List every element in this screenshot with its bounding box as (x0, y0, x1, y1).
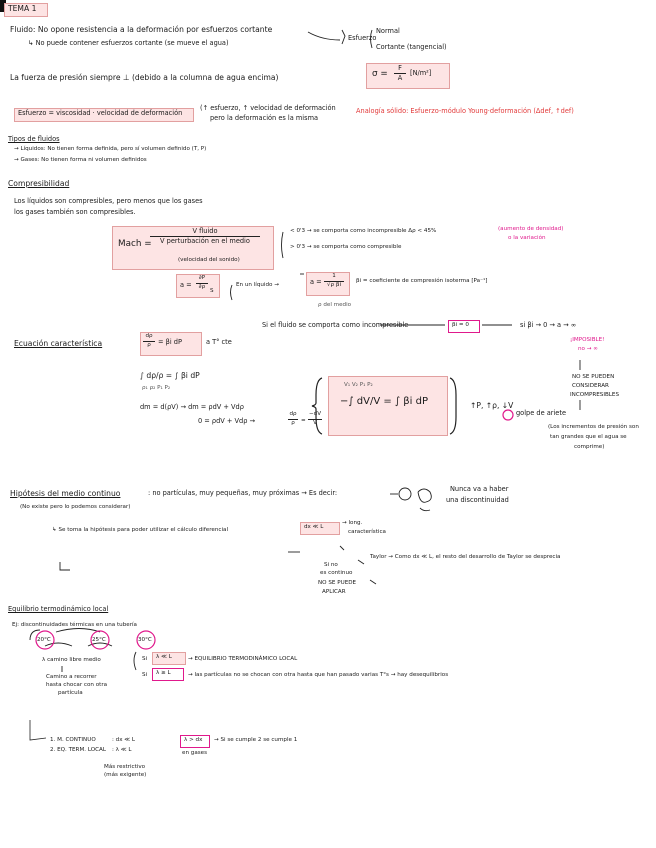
mach-label: Mach = (118, 239, 152, 249)
equilibrium-title: Equilibrio termodinámico local (8, 605, 109, 613)
water-hammer-note-3: comprime) (574, 444, 605, 450)
compress-line-1: Los líquidos son compresibles, pero menos que los gases (14, 197, 203, 205)
a-eq-1: a = (180, 281, 192, 289)
summary-continuum-value: : dx ≪ L (112, 737, 136, 743)
viscosity-note-b: pero la deformación es la misma (210, 114, 319, 122)
beta-zero-label: βi = 0 (452, 322, 469, 328)
taylor-note: Taylor → Como dx ≪ L, el resto del desarrollo de Taylor se desprecia (370, 554, 561, 560)
local-equilibrium-result: → EQUILIBRIO TERMODINÁMICO LOCAL (188, 656, 298, 662)
sigma-symbol: σ = (372, 69, 388, 79)
drho-num: dρ (145, 333, 153, 339)
equals-sign: = (301, 418, 306, 424)
fluid-sub-note: ↳ No puede contener esfuerzos cortante (se mueve el agua) (28, 39, 229, 47)
continuum-description: : no partículas, muy pequeñas, muy próximas → Es decir: (148, 489, 338, 497)
in-gases-note: en gases (182, 750, 208, 756)
minus-dv: −dV (308, 411, 322, 417)
volume-integral-limits: V₁ V₂ P₁ P₂ (344, 382, 373, 388)
drho-num-2: dρ (289, 411, 297, 417)
water-hammer-note-2: tan grandes que el agua se (550, 434, 627, 440)
mach-denominator: V perturbación en el medio (160, 236, 250, 245)
characteristic-length-1: → long. (342, 520, 363, 526)
viscosity-note-a: (↑ esfuerzo, ↑ velocidad de deformación (200, 104, 336, 112)
variation-note: o la variación (508, 235, 546, 241)
root-rho-beta: √ρ βi (326, 281, 342, 288)
mass-differential: dm = d(ρV) → dm = ρdV + Vdρ (140, 403, 244, 411)
one-label: 1 (332, 273, 336, 279)
never-discontinuity-2: una discontinuidad (446, 496, 509, 504)
units-label: [N/m²] (410, 69, 432, 77)
summary-conclusion: → Si se cumple 2 se cumple 1 (214, 737, 298, 743)
gases-note: → Gases: No tienen forma ni volumen definidos (14, 157, 147, 163)
drho-rho-fraction (143, 334, 155, 349)
force-label: F (398, 64, 402, 72)
continuum-title: Hipótesis del medio continuo (10, 489, 121, 498)
sound-speed-note: (velocidad del sonido) (178, 257, 240, 263)
liquid-speed-fraction (324, 274, 344, 289)
summary-equilibrium: 2. EQ. TERM. LOCAL (50, 747, 106, 753)
compress-line-2: los gases también son compresibles. (14, 208, 136, 216)
fluid-types-title: Tipos de fluidos (8, 135, 60, 143)
mean-free-path-desc-3: partícula (58, 690, 83, 696)
liquids-note: → Líquidos: No tienen forma definida, pero sí volumen definido (T, P) (14, 146, 207, 152)
impossible-label: ¡IMPOSIBLE! (570, 337, 605, 343)
summary-equilibrium-value: : λ ≪ L (112, 747, 132, 753)
cortante-label: Cortante (tangencial) (376, 43, 447, 51)
temp-30: 30°C (138, 637, 152, 643)
lambda-small-condition: λ ≪ L (156, 654, 172, 660)
if-label-2: Si (142, 672, 148, 678)
more-restrictive-2: (más exigente) (104, 772, 147, 778)
rho-den-2: ρ (291, 419, 295, 426)
cannot-apply-1: NO SE PUEDE (318, 580, 357, 586)
volume-integral: −∫ dV/V = ∫ βi dP (340, 396, 429, 407)
a-eq-2: a = (310, 278, 322, 286)
consider-note: (No existe pero lo podemos considerar) (20, 504, 131, 510)
disequilibrium-result: → las partículas no se chocan con otra hasta que han pasado varias T°s → hay desequilibrios (188, 672, 449, 678)
mean-free-path: λ camino libre medio (42, 657, 101, 663)
mach-fraction (150, 228, 260, 245)
volume-v: V (313, 419, 317, 426)
water-hammer-label: golpe de ariete (516, 409, 567, 417)
char-eq-rhs: = βi dP (158, 338, 182, 346)
density-increase-note: (aumento de densidad) (498, 226, 564, 232)
rho-den: ρ (147, 341, 151, 348)
dp-drho-fraction (196, 276, 208, 291)
isentropic-subscript: S (210, 288, 214, 294)
not-continuous-2: es continuo (320, 570, 353, 576)
integral-equation: ∫ dρ/ρ = ∫ βi dP (140, 371, 200, 380)
lambda-dx-condition: λ > dx (184, 737, 203, 743)
more-restrictive-1: Más restrictivo (104, 764, 146, 770)
mach-numerator: V fluido (192, 227, 218, 235)
viscosity-formula: Esfuerzo = viscosidad · velocidad de deformación (18, 109, 183, 117)
cannot-consider-1: NO SE PUEDEN (572, 374, 615, 380)
water-hammer-note-1: (Los incrementos de presión son (548, 424, 639, 430)
dv-v-fraction (308, 412, 322, 427)
pressure-density-volume-trend: ↑P, ↑ρ, ↓V (470, 401, 514, 410)
impossible-note: no → ∞ (578, 346, 598, 352)
mass-zero-eq: 0 = ρdV + Vdρ → (198, 417, 256, 425)
drho-rho-fraction-2 (288, 412, 298, 427)
cannot-consider-3: INCOMPRESIBLES (570, 392, 620, 398)
dp-label: ∂P (198, 275, 206, 281)
summary-continuum: 1. M. CONTINUO (50, 737, 96, 743)
sigma-fraction (394, 65, 406, 82)
pressure-note: La fuerza de presión siempre ⊥ (debido a la columna de agua encima) (10, 73, 279, 82)
mean-free-path-desc-2: hasta chocar con otra (46, 682, 108, 688)
cannot-consider-2: CONSIDERAR (572, 383, 609, 389)
mean-free-path-desc-1: Camino a recorrer (46, 674, 97, 680)
equilibrium-example: Ej: discontinuidades térmicas en una tubería (12, 622, 137, 628)
differential-hypothesis: ↳ Se toma la hipótesis para poder utilizar el cálculo diferencial (52, 527, 229, 533)
incompressible-note: Si el fluido se comporta como incompresible (262, 321, 409, 329)
normal-label: Normal (376, 27, 400, 35)
esfuerzo-label: Esfuerzo (348, 34, 377, 42)
cannot-apply-2: APLICAR (322, 589, 346, 595)
incompressible-condition: < 0'3 → se comporta como incompresible Δρ < 45% (290, 228, 437, 234)
lambda-large-condition: λ ≥ L (156, 670, 171, 676)
fluid-definition: Fluido: No opone resistencia a la deformación por esfuerzos cortante (10, 25, 273, 34)
liquid-case-label: En un líquido → (236, 282, 279, 288)
temp-25: 25°C (92, 637, 106, 643)
drho-label: ∂ρ (198, 283, 206, 290)
if-label-1: Si (142, 656, 148, 662)
char-eq-condition: a T° cte (206, 338, 232, 346)
not-continuous-1: Si no (324, 562, 338, 568)
dx-condition: dx ≪ L (304, 524, 324, 530)
never-discontinuity-1: Nunca va a haber (450, 485, 509, 493)
characteristic-length-2: característica (348, 529, 386, 535)
page-title: TEMA 1 (8, 4, 37, 13)
solid-analogy: Analogía sólido: Esfuerzo-módulo Young·deformación (Δdef, ↑def) (356, 107, 574, 115)
char-eq-title: Ecuación característica (14, 339, 103, 348)
beta-limit: si βi → 0 → a → ∞ (520, 321, 577, 329)
temp-20: 20°C (37, 637, 51, 643)
medium-density-note: ρ del medio (318, 302, 352, 308)
compressibility-title: Compresibilidad (8, 179, 70, 188)
area-label: A (397, 73, 403, 82)
compressible-condition: > 0'3 → se comporta como compresible (290, 244, 402, 250)
beta-coefficient-note: βi = coeficiente de compresión isoterma [Pa⁻¹] (356, 278, 488, 284)
integral-limits: ρ₁ ρ₂ P₁ P₂ (142, 385, 171, 391)
